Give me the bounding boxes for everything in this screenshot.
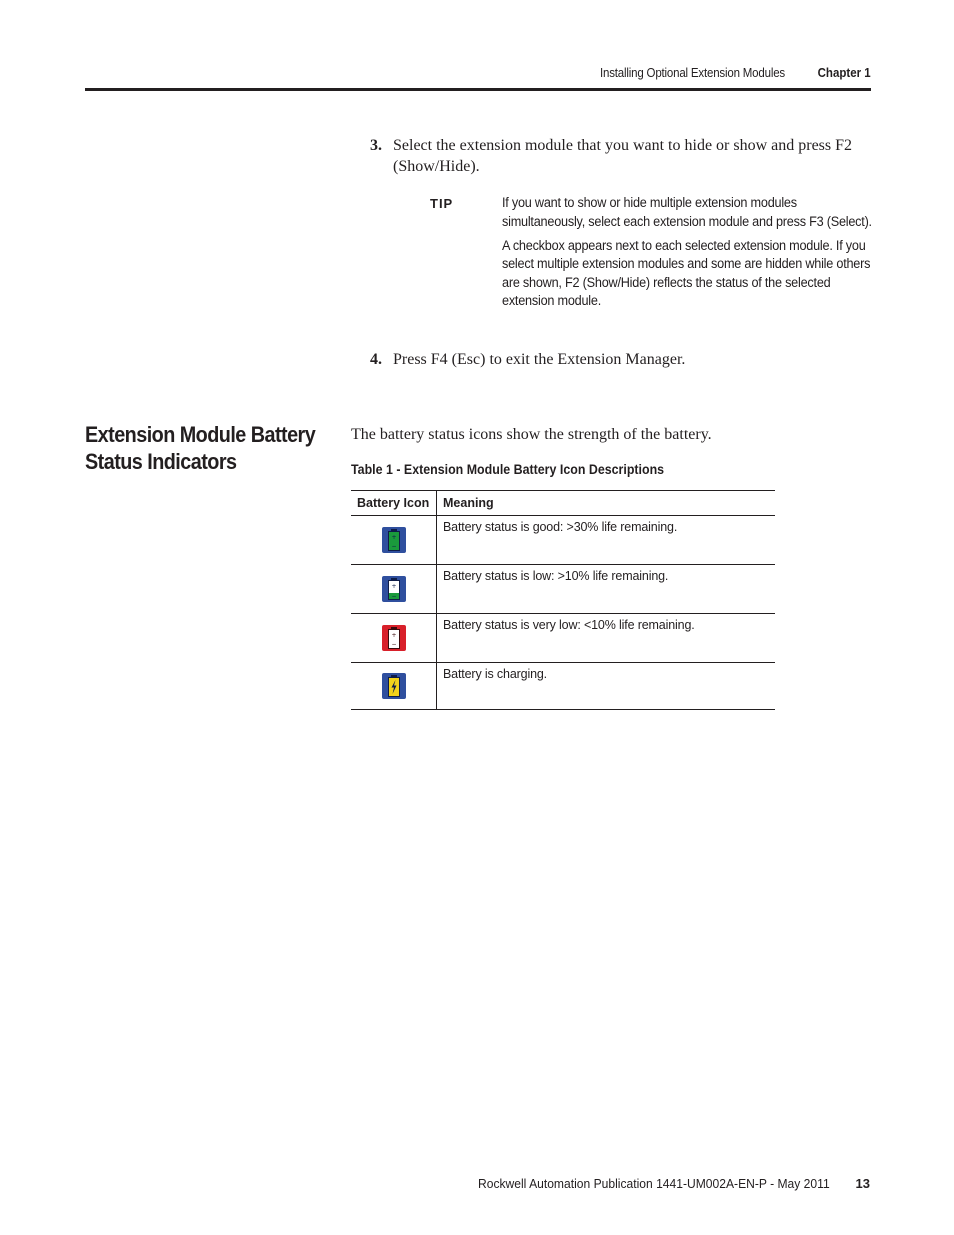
svg-text:−: − xyxy=(390,593,397,600)
section-intro: The battery status icons show the strength of the battery. xyxy=(351,426,712,443)
running-header-chapter: Chapter 1 xyxy=(817,66,871,80)
battery-icon-table xyxy=(351,490,775,710)
step-4 xyxy=(370,349,860,370)
svg-text:+: + xyxy=(390,534,397,541)
tip-body xyxy=(502,194,874,317)
table-row xyxy=(351,565,775,614)
step-text: Select the extension module that you want to hide or show and press F2 (Show/Hide). xyxy=(393,137,853,175)
svg-text:+: + xyxy=(390,583,397,590)
section-heading xyxy=(85,421,316,475)
header-rule xyxy=(85,88,871,91)
svg-text:+: + xyxy=(390,632,397,639)
table-header-row xyxy=(351,491,775,516)
column-header-battery-icon: Battery Icon xyxy=(351,491,437,516)
battery-charging-icon xyxy=(381,672,407,700)
footer-publication: Rockwell Automation Publication 1441-UM002A-EN-P - May 2011 xyxy=(478,1176,830,1191)
meaning-cell: Battery status is good: >30% life remaining. xyxy=(437,516,776,565)
battery-good-icon xyxy=(381,526,407,554)
table-row xyxy=(351,663,775,710)
running-header-title: Installing Optional Extension Modules xyxy=(600,66,785,80)
section-heading-text: Extension Module Battery Status Indicators xyxy=(85,422,316,474)
step-text: Press F4 (Esc) to exit the Extension Manager. xyxy=(393,351,686,368)
meaning-cell: Battery status is low: >10% life remaining. xyxy=(437,565,776,614)
table-row xyxy=(351,614,775,663)
battery-low-icon xyxy=(381,575,407,603)
svg-text:−: − xyxy=(390,641,397,648)
step-number: 4. xyxy=(370,351,382,368)
meaning-cell: Battery status is very low: <10% life remaining. xyxy=(437,614,776,663)
page-number: 13 xyxy=(855,1176,870,1191)
table-row xyxy=(351,516,775,565)
step-3 xyxy=(370,135,860,177)
table-caption: Table 1 - Extension Module Battery Icon Descriptions xyxy=(351,462,665,477)
column-header-meaning: Meaning xyxy=(437,491,776,516)
svg-text:−: − xyxy=(390,543,397,550)
meaning-cell: Battery is charging. xyxy=(437,663,776,710)
step-number: 3. xyxy=(370,137,382,154)
tip-label: TIP xyxy=(430,196,454,211)
tip-paragraph: A checkbox appears next to each selected extension module. If you select multiple extension modules and some are hidden while others are shown, F2 (Show/Hide) reflects the status of the selected extension module. xyxy=(502,237,871,309)
tip-paragraph: If you want to show or hide multiple extension modules simultaneously, select each extension module and press F3 (Select). xyxy=(502,195,872,229)
battery-very-low-icon xyxy=(381,624,407,652)
